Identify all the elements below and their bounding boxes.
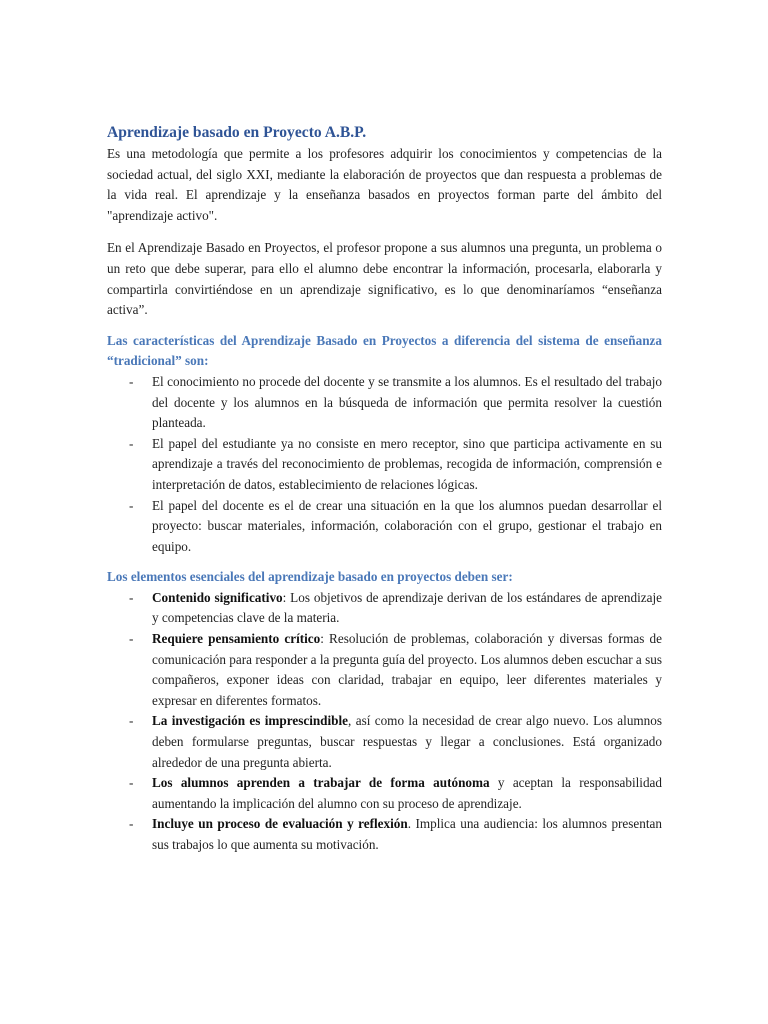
list-item [107, 711, 662, 773]
item-description: . Implica una audiencia: los alumnos presentan sus trabajos lo que aumenta su motivación. [152, 816, 662, 852]
item-description: , así como la necesidad de crear algo nuevo. Los alumnos deben formularse preguntas, buscar respuestas y llegar a conclusiones. Está organizado alrededor de una pregunta abierta. [152, 713, 662, 770]
bullet-dash: - [129, 497, 134, 513]
item-description: : Los objetivos de aprendizaje derivan de los estándares de aprendizaje y competencias clave de la materia. [152, 589, 662, 626]
item-term: Incluye un proceso de evaluación y reflexión [152, 816, 408, 832]
list-item [107, 629, 662, 711]
list-item [107, 773, 662, 814]
essential-elements-list [107, 588, 662, 856]
item-term: Los alumnos aprenden a trabajar de forma autónoma [152, 775, 490, 791]
list-item-text: El papel del estudiante ya no consiste en mero receptor, sino que participa activamente en su aprendizaje a través del reconocimiento de problemas, recogida de información, comprensión e interpretación de datos, establecimiento de relaciones lógicas. [152, 435, 662, 492]
item-description: y aceptan la responsabilidad aumentando la implicación del alumno con su proceso de aprendizaje. [152, 775, 662, 811]
list-item [107, 372, 662, 434]
item-term: Contenido significativo [152, 589, 283, 605]
abp-description-paragraph: En el Aprendizaje Basado en Proyectos, el profesor propone a sus alumnos una pregunta, un problema o un reto que debe superar, para ello el alumno debe encontrar la información, procesarla, elaborarla y compartirla convirtiéndose en un aprendizaje significativo, es lo que denominaríamos “enseñanza activa”. [107, 240, 662, 318]
list-item [107, 496, 662, 558]
document-page [107, 122, 662, 856]
bullet-dash: - [129, 775, 134, 791]
list-item-text: El conocimiento no procede del docente y se transmite a los alumnos. Es el resultado del trabajo del docente y los alumnos en la búsqueda de información que permita resolver la cuestión planteada. [152, 373, 662, 431]
list-item [107, 434, 662, 496]
bullet-dash: - [129, 589, 134, 605]
list-item-text: El papel del docente es el de crear una situación en la que los alumnos puedan desarrollar el proyecto: buscar materiales, información, colaboración con el grupo, gestionar el trabajo en equipo. [152, 497, 662, 554]
bullet-dash: - [129, 713, 134, 729]
bullet-dash: - [129, 373, 134, 389]
item-description: : Resolución de problemas, colaboración y diversas formas de comunicación para responder a la pregunta guía del proyecto. Los alumnos deben escuchar a sus compañeros, exponer ideas con claridad, trabajar en equipo, leer diferentes materiales y expresar en diferentes formatos. [152, 631, 662, 708]
intro-paragraph: Es una metodología que permite a los profesores adquirir los conocimientos y competencias de la sociedad actual, del siglo XXI, mediante la elaboración de proyectos que dan respuesta a problemas de la vida real. El aprendizaje y la enseñanza basados en proyectos forman parte del ámbito del "aprendizaje activo". [107, 146, 662, 223]
list-item [107, 588, 662, 629]
bullet-dash: - [129, 631, 134, 647]
characteristics-heading: Las características del Aprendizaje Basado en Proyectos a diferencia del sistema de enseñanza “tradicional” son: [107, 332, 662, 369]
document-title: Aprendizaje basado en Proyecto A.B.P. [107, 124, 367, 141]
list-item [107, 814, 662, 855]
item-term: La investigación es imprescindible [152, 713, 349, 729]
bullet-dash: - [129, 816, 134, 832]
essential-elements-heading: Los elementos esenciales del aprendizaje basado en proyectos deben ser: [107, 569, 513, 585]
characteristics-list [107, 372, 662, 557]
bullet-dash: - [129, 435, 134, 451]
item-term: Requiere pensamiento crítico [152, 631, 321, 647]
